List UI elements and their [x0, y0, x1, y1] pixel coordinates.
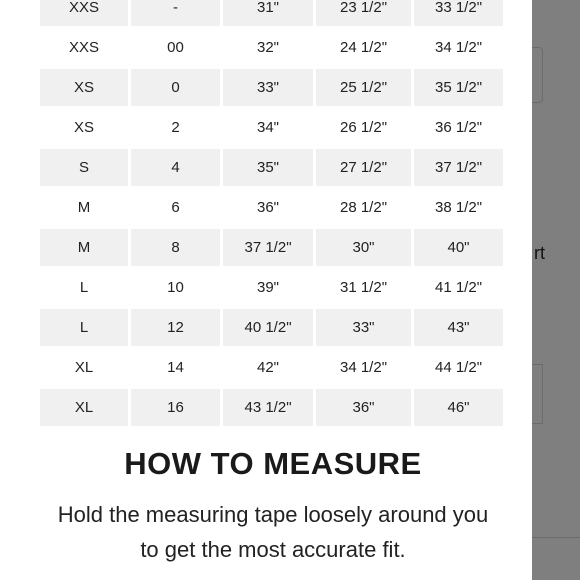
size-cell: XXS [40, 0, 128, 26]
waist-cell: 25 1/2" [316, 69, 411, 106]
table-row [40, 229, 506, 269]
numeric-size-cell: 10 [167, 279, 184, 296]
waist-cell: 31 1/2" [339, 279, 388, 296]
numeric-size-cell: 0 [131, 69, 220, 106]
bust-cell: 31" [223, 0, 313, 26]
waist-cell: 36" [316, 389, 411, 426]
hips-cell: 44 1/2" [434, 359, 483, 376]
how-to-measure-heading: HOW TO MEASURE [124, 446, 422, 481]
table-row [40, 309, 506, 349]
table-row [40, 269, 506, 309]
table-row [40, 189, 506, 229]
size-cell: M [40, 229, 128, 266]
size-cell: XXS [68, 39, 99, 56]
bust-cell: 34" [256, 119, 279, 136]
size-cell: L [79, 279, 89, 296]
numeric-size-cell: 6 [171, 199, 180, 216]
hips-cell: 43" [414, 309, 503, 346]
table-row [40, 349, 506, 389]
size-cell: XL [74, 359, 94, 376]
hips-cell: 37 1/2" [414, 149, 503, 186]
waist-cell: 24 1/2" [339, 39, 388, 56]
size-cell: M [77, 199, 91, 216]
bust-cell: 43 1/2" [223, 389, 313, 426]
hips-cell: 34 1/2" [434, 39, 483, 56]
size-cell: L [40, 309, 128, 346]
waist-cell: 26 1/2" [339, 119, 388, 136]
numeric-size-cell: 16 [131, 389, 220, 426]
size-chart-table [40, 0, 506, 429]
hips-cell: 38 1/2" [434, 199, 483, 216]
table-row [40, 69, 506, 109]
bust-cell: 39" [256, 279, 279, 296]
hips-cell: 33 1/2" [414, 0, 503, 26]
how-to-measure-text: Hold the measuring tape loosely around you to get the most accurate fit. [57, 502, 489, 562]
bust-cell: 35" [223, 149, 313, 186]
bust-cell: 42" [256, 359, 279, 376]
table-row [40, 109, 506, 149]
hips-cell: 35 1/2" [414, 69, 503, 106]
waist-cell: 28 1/2" [339, 199, 388, 216]
size-cell: XL [40, 389, 128, 426]
background-text-fragment: rt [534, 243, 545, 263]
table-row [40, 389, 506, 429]
bust-cell: 33" [223, 69, 313, 106]
numeric-size-cell: 12 [131, 309, 220, 346]
table-row [40, 29, 506, 69]
bust-cell: 36" [256, 199, 279, 216]
table-row [40, 0, 506, 29]
hips-cell: 36 1/2" [434, 119, 483, 136]
waist-cell: 30" [316, 229, 411, 266]
table-row [40, 149, 506, 189]
hips-cell: 46" [414, 389, 503, 426]
waist-cell: 34 1/2" [339, 359, 388, 376]
numeric-size-cell: 8 [131, 229, 220, 266]
hips-cell: 41 1/2" [434, 279, 483, 296]
size-cell: XS [40, 69, 128, 106]
bust-cell: 40 1/2" [223, 309, 313, 346]
numeric-size-cell: 4 [131, 149, 220, 186]
numeric-size-cell: - [131, 0, 220, 26]
bust-cell: 37 1/2" [223, 229, 313, 266]
numeric-size-cell: 14 [167, 359, 184, 376]
bust-cell: 32" [256, 39, 279, 56]
size-cell: XS [73, 119, 94, 136]
waist-cell: 23 1/2" [316, 0, 411, 26]
numeric-size-cell: 2 [171, 119, 180, 136]
numeric-size-cell: 00 [167, 39, 184, 56]
size-cell: S [40, 149, 128, 186]
waist-cell: 27 1/2" [316, 149, 411, 186]
hips-cell: 40" [414, 229, 503, 266]
waist-cell: 33" [316, 309, 411, 346]
